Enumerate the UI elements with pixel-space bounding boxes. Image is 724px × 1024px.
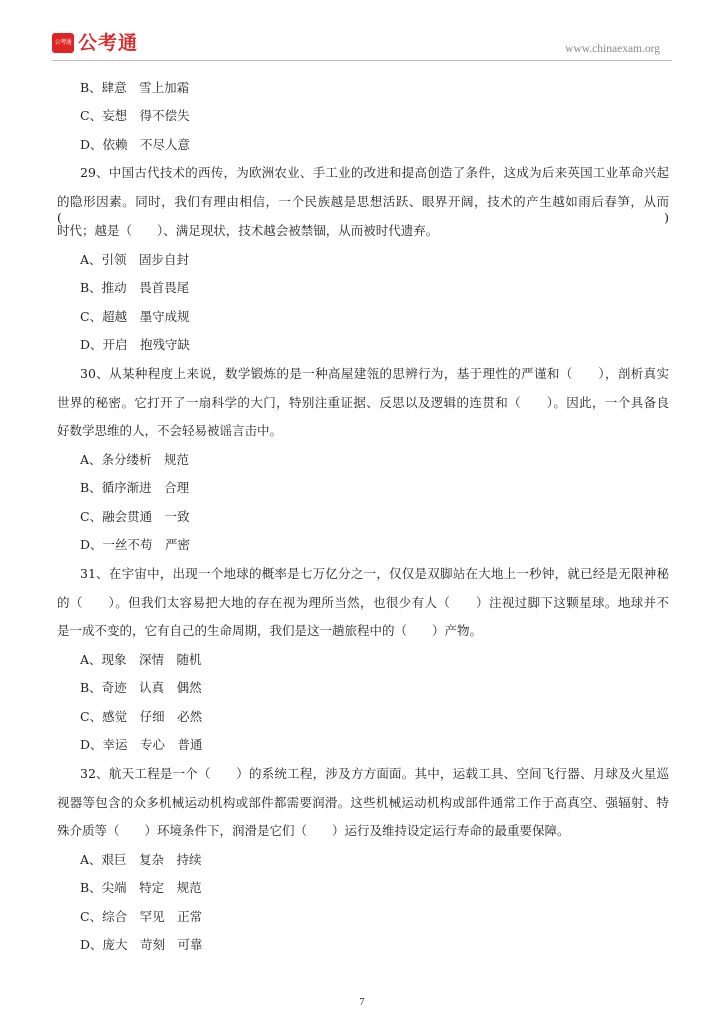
page-header	[0, 0, 724, 62]
question-30-line-1: 30、从某种程度上来说，数学锻炼的是一种高屋建瓴的思辨行为，基于理性的严谨和（ ），剖析真实	[80, 366, 669, 381]
question-29-line-3: 时代；越是（ ）、满足现状，技术越会被禁锢，从而被时代遗弃。	[57, 223, 439, 238]
option-d: D、开启 抱残守缺	[80, 337, 191, 352]
option-c: C、融会贯通 一致	[80, 509, 190, 524]
question-32-line-1: 32、航天工程是一个（ ）的系统工程，涉及方方面面。其中，运载工具、空间飞行器、月球及火星巡	[80, 766, 669, 781]
option-b: B、推动 畏首畏尾	[80, 280, 190, 295]
logo-badge: 公考通	[52, 33, 74, 53]
option-a: A、条分缕析 规范	[80, 452, 190, 467]
page-number: 7	[359, 997, 365, 1008]
option-c: C、妄想 得不偿失	[80, 108, 190, 123]
header-divider	[52, 60, 672, 61]
option-b: B、尖端 特定 规范	[80, 880, 202, 895]
question-30-line-2: 世界的秘密。它打开了一扇科学的大门，特别注重证据、反思以及逻辑的连贯和（ ）。因此，一个具备良	[57, 395, 669, 410]
site-url: www.chinaexam.org	[565, 43, 660, 55]
question-29-line-2: 的隐形因素。同时，我们有理由相信，一个民族越是思想活跃、眼界开阔，技术的产生越如雨后春笋，从而( )	[57, 194, 669, 225]
logo-text: 公考通	[78, 32, 139, 54]
option-d: D、庞大 苛刻 可靠	[80, 937, 203, 952]
question-31-line-1: 31、在宇宙中，出现一个地球的概率是七万亿分之一，仅仅是双脚站在大地上一秒钟，就已经是无限神秘	[80, 566, 669, 581]
option-c: C、综合 罕见 正常	[80, 909, 203, 924]
option-b: B、奇迹 认真 偶然	[80, 680, 202, 695]
question-32-line-2: 视器等包含的众多机械运动机构或部件都需要润滑。这些机械运动机构或部件通常工作于高真空、强辐射、特	[57, 795, 669, 810]
option-d: D、幸运 专心 普通	[80, 737, 203, 752]
question-29-line-1: 29、中国古代技术的西传，为欧洲农业、手工业的改进和提高创造了条件，这成为后来英国工业革命兴起	[80, 165, 669, 180]
option-b: B、循序渐进 合理	[80, 480, 190, 495]
option-c: C、感觉 仔细 必然	[80, 709, 203, 724]
question-31-line-3: 是一成不变的，它有自己的生命周期，我们是这一趟旅程中的（ ）产物。	[57, 623, 483, 638]
question-30-line-3: 好数学思维的人，不会轻易被谣言击中。	[57, 423, 283, 438]
option-a: A、现象 深情 随机	[80, 652, 202, 667]
option-c: C、超越 墨守成规	[80, 309, 190, 324]
question-32-line-3: 殊介质等（ ）环境条件下，润滑是它们（ ）运行及维持设定运行寿命的最重要保障。	[57, 823, 570, 838]
option-b: B、肆意 雪上加霜	[80, 80, 190, 95]
option-a: A、引领 固步自封	[80, 252, 190, 267]
question-31-line-2: 的（ ）。但我们太容易把大地的存在视为理所当然，也很少有人（ ）注视过脚下这颗星球。地球并不	[57, 595, 669, 610]
option-a: A、艰巨 复杂 持续	[80, 852, 202, 867]
option-d: D、依赖 不尽人意	[80, 137, 191, 152]
option-d: D、一丝不苟 严密	[80, 537, 191, 552]
